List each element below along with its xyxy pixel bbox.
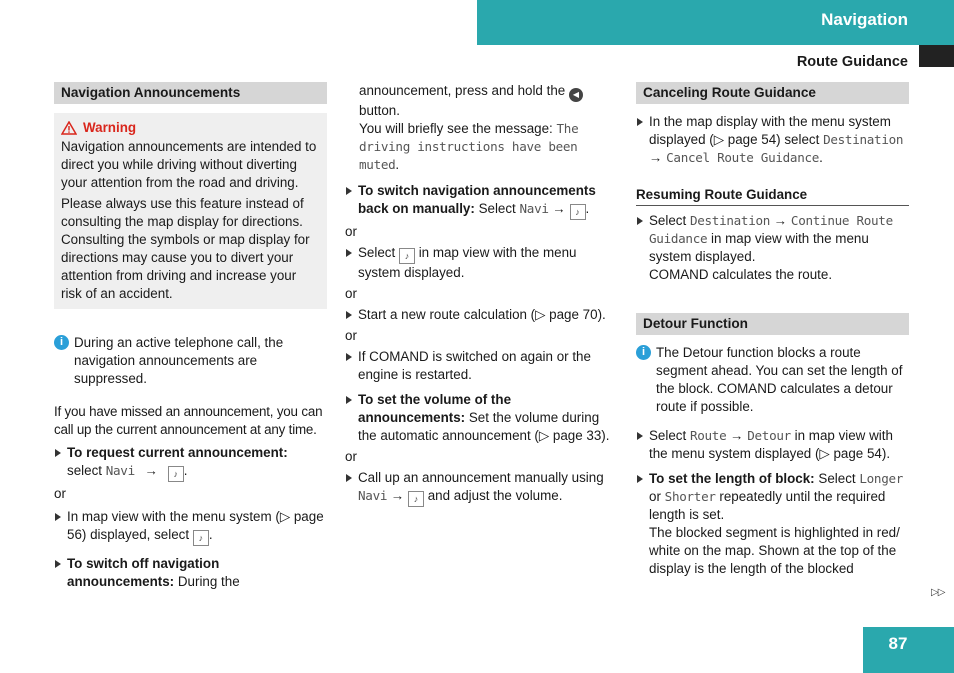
section-tab-marker [919,45,954,67]
text: select [67,463,102,478]
text: and adjust the volume. [427,488,563,503]
menu-item-navi: Navi [519,201,549,216]
info-text: During an active telephone call, the navigation announcements are suppressed. [74,335,284,386]
step-label: To set the length of block: [649,471,815,486]
step-new-route: Start a new route calculation (▷ page 70). [345,306,620,324]
step-label: To switch off navigation announcements: [67,556,220,589]
warning-title [61,119,320,137]
text: In the map display with the menu system displayed (▷ page 54) select [649,114,891,147]
speaker-sound-icon: ♪ [570,204,586,220]
warning-triangle-icon [61,121,77,135]
header-band [477,0,954,45]
warning-box [54,113,327,309]
continued-marker: ▷▷ [931,587,945,598]
step-select-sound [345,244,620,282]
menu-item-longer: Longer [859,471,904,486]
text: During the [177,574,240,589]
menu-item-shorter: Shorter [664,489,716,504]
step-switch-off [54,555,327,591]
section-title: Navigation [821,10,908,29]
menu-item-navi: Navi [105,463,135,478]
menu-item-navi: Navi [358,488,388,503]
text: Select [478,201,516,216]
speaker-sound-icon: ♪ [408,491,424,507]
speaker-sound-icon: ♪ [193,530,209,546]
warning-text-2: Please always use this feature instead of consulting the map display for directions. Consulting the symbols or map display for directions may cause you to divert your attention from driving and increase your risk of an accident. [61,196,310,301]
heading-resuming-route-guidance: Resuming Route Guidance [636,186,909,206]
heading-detour-function: Detour Function [636,313,909,335]
text: The blocked segment is highlighted in red/ white on the map. Shown at the top of the display is the length of the blocked [649,525,900,576]
text: in map view with the menu system displayed. [649,231,869,264]
info-icon: i [54,335,69,350]
or-text: or [345,286,357,301]
display-message: The driving instructions have been muted [359,121,579,172]
column-3 [636,82,909,578]
menu-item-detour: Detour [747,428,791,443]
info-text: The Detour function blocks a route segment ahead. You can set the length of the block. COMAND calculates a detour route if possible. [656,345,903,414]
menu-item-route: Route [689,428,727,443]
mute-button-icon: ◀ [569,88,583,102]
or-text: or [54,486,66,501]
menu-item-destination: Destination [689,213,771,228]
text: In map view with the menu system (▷ page 56) displayed, select [67,509,324,542]
heading-navigation-announcements: Navigation Announcements [54,82,327,104]
column-1 [54,82,327,591]
step-set-volume [345,391,620,445]
info-note [54,334,327,388]
text: COMAND calculates the route. [649,267,833,282]
heading-canceling-route-guidance: Canceling Route Guidance [636,82,909,104]
step-label: To request current announcement: [67,445,288,460]
or-text: or [345,328,357,343]
text: button. [359,103,400,118]
page-number: 87 [888,634,908,653]
text: You will briefly see the message: [359,121,553,136]
continued-text: announcement, press and hold the ◀ button. You will briefly see the message: The driving instructions have been muted. [345,82,620,174]
column-2 [345,82,620,507]
text: in map view with the menu system displayed (▷ page 54). [649,428,893,461]
text: Select [358,245,396,260]
text: Call up an announcement manually using [358,470,604,485]
or-text: or [345,449,357,464]
text: announcement, press and hold the [359,83,566,98]
step-request-announcement: To request current announcement: select Navi → ♪ . [54,444,327,482]
text: or [649,489,661,504]
info-note [636,344,909,416]
step-resume: Select Destination → Continue Route Guidance in map view with the menu system displayed. COMAND calculates the route. [636,212,909,284]
step-switch-on: To switch navigation announcements back on manually: Select Navi → ♪ . [345,182,620,220]
menu-item-destination: Destination [823,132,904,147]
step-label: To switch navigation announcements back on manually: [358,183,596,216]
arrow: → [144,463,158,478]
warning-label: Warning [83,120,137,135]
text: Select [649,428,687,443]
missed-announcement-text: If you have missed an announcement, you can call up the current announcement at any time. [54,404,323,437]
step-comand-restart: If COMAND is switched on again or the engine is restarted. [345,348,620,384]
page-subtitle: Route Guidance [796,54,908,70]
warning-text-1: Navigation announcements are intended to direct you while driving without diverting your attention from the road and driving. [61,139,317,190]
menu-item-continue-route-guidance: Continue Route Guidance [649,213,893,246]
speaker-sound-icon: ♪ [399,248,415,264]
text: Set the volume during the automatic announcement (▷ page 33). [358,410,610,443]
step-detour: Select Route → Detour in map view with the menu system displayed (▷ page 54). [636,427,909,463]
text: Select [818,471,856,486]
step-label: To set the volume of the announcements: [358,392,512,425]
info-icon: i [636,345,651,360]
text: in map view with the menu system displayed. [358,245,577,280]
step-cancel: In the map display with the menu system displayed (▷ page 54) select Destination → Cancel Route Guidance. [636,113,909,167]
step-map-view-select: In map view with the menu system (▷ page 56) displayed, select ♪ . [54,508,327,546]
step-call-up: Call up an announcement manually using Navi → ♪ and adjust the volume. [345,469,620,507]
page-number-box [863,627,954,673]
text: Select [649,213,687,228]
step-length-of-block [636,470,909,578]
or-text: or [345,224,357,239]
text: repeatedly until the required length is set. [649,489,886,522]
speaker-sound-icon: ♪ [168,466,184,482]
menu-item-cancel-route-guidance: Cancel Route Guidance [666,150,820,165]
